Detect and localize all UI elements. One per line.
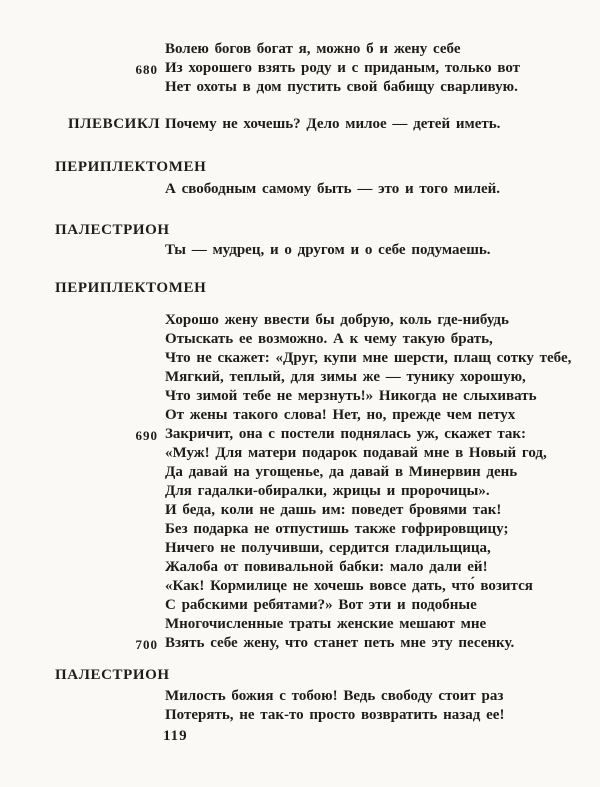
verse-text: Потерять, не так-то просто возвратить назад ее! bbox=[165, 707, 505, 723]
verse-line bbox=[0, 615, 600, 634]
speaker-name: ПАЛЕСТРИОН bbox=[55, 222, 170, 238]
verse-line bbox=[0, 501, 600, 520]
verse-text: Многочисленные траты женские мешают мне bbox=[165, 616, 487, 632]
page-number: 119 bbox=[163, 728, 188, 744]
verse-block bbox=[0, 687, 600, 725]
verse-line bbox=[0, 40, 600, 59]
verse-block bbox=[0, 241, 600, 260]
verse-line bbox=[0, 463, 600, 482]
verse-text: Мягкий, теплый, для зимы же — тунику хорошую, bbox=[165, 369, 526, 385]
speaker-heading bbox=[0, 220, 600, 240]
speaker-heading bbox=[0, 665, 600, 685]
verse-line bbox=[0, 59, 600, 78]
verse-text: «Муж! Для матери подарок подавай мне в Новый год, bbox=[165, 445, 547, 461]
verse-text: И беда, коли не дашь им: поведет бровями так! bbox=[165, 502, 502, 518]
verse-text: Милость божия с тобою! Ведь свободу стоит раз bbox=[165, 688, 504, 704]
verse-line bbox=[0, 241, 600, 260]
speaker-name: ПЛЕВСИКЛ bbox=[68, 116, 161, 132]
verse-line bbox=[0, 706, 600, 725]
verse-line bbox=[0, 330, 600, 349]
verse-line bbox=[0, 482, 600, 501]
speaker-name: ПАЛЕСТРИОН bbox=[55, 667, 170, 683]
verse-text: Нет охоты в дом пустить свой бабищу сварливую. bbox=[165, 79, 518, 95]
verse-line bbox=[0, 368, 600, 387]
verse-text: «Как! Кормилице не хочешь вовсе дать, что́ возится bbox=[165, 578, 533, 594]
verse-line bbox=[0, 520, 600, 539]
line-number: 690 bbox=[135, 428, 158, 443]
line-number: 680 bbox=[135, 62, 158, 77]
verse-text: Для гадалки-обиралки, жрицы и пророчицы». bbox=[165, 483, 490, 499]
verse-line bbox=[0, 180, 600, 199]
speaker-heading bbox=[0, 157, 600, 177]
verse-text: Без подарка не отпустишь также гофрировщицу; bbox=[165, 521, 509, 537]
verse-text: Что зимой тебе не мерзнуть!» Никогда не слыхивать bbox=[165, 388, 537, 404]
verse-line bbox=[0, 634, 600, 653]
verse-block bbox=[0, 180, 600, 199]
verse-block bbox=[0, 40, 600, 97]
verse-text: Волею богов богат я, можно б и жену себе bbox=[165, 41, 461, 57]
verse-text: От жены такого слова! Нет, но, прежде чем петух bbox=[165, 407, 516, 423]
verse-line bbox=[0, 596, 600, 615]
verse-line bbox=[0, 687, 600, 706]
verse-line bbox=[0, 349, 600, 368]
speaker-name: ПЕРИПЛЕКТОМЕН bbox=[55, 280, 207, 296]
verse-text: С рабскими ребятами?» Вот эти и подобные bbox=[165, 597, 477, 613]
verse-text: Взять себе жену, что станет петь мне эту песенку. bbox=[165, 635, 515, 651]
verse-text: Отыскать ее возможно. А к чему такую брать, bbox=[165, 331, 493, 347]
verse-text: Ничего не получивши, сердится гладильщица, bbox=[165, 540, 491, 556]
verse-line bbox=[0, 444, 600, 463]
speech-text: Почему не хочешь? Дело милое — детей иметь. bbox=[165, 116, 501, 132]
verse-text: Жалоба от повивальной бабки: мало дали ей! bbox=[165, 559, 488, 575]
verse-block bbox=[0, 311, 600, 653]
verse-line bbox=[0, 577, 600, 596]
verse-text: Ты — мудрец, и о другом и о себе подумаешь. bbox=[165, 242, 491, 258]
verse-line bbox=[0, 425, 600, 444]
line-number: 700 bbox=[135, 637, 158, 652]
speech-line bbox=[0, 115, 600, 134]
speaker-heading bbox=[0, 278, 600, 298]
verse-line bbox=[0, 406, 600, 425]
speaker-name: ПЕРИПЛЕКТОМЕН bbox=[55, 159, 207, 175]
verse-text: Из хорошего взять роду и с приданым, только вот bbox=[165, 60, 521, 76]
verse-text: Закричит, она с постели поднялась уж, скажет так: bbox=[165, 426, 527, 442]
verse-line bbox=[0, 539, 600, 558]
verse-text: Что не скажет: «Друг, купи мне шерсти, плащ сотку тебе, bbox=[165, 350, 572, 366]
verse-text: А свободным самому быть — это и того милей. bbox=[165, 181, 501, 197]
verse-line bbox=[0, 387, 600, 406]
verse-line bbox=[0, 311, 600, 330]
verse-text: Да давай на угощенье, да давай в Минервин день bbox=[165, 464, 518, 480]
verse-line bbox=[0, 558, 600, 577]
verse-line bbox=[0, 78, 600, 97]
verse-text: Хорошо жену ввести бы добрую, коль где-нибудь bbox=[165, 312, 509, 328]
